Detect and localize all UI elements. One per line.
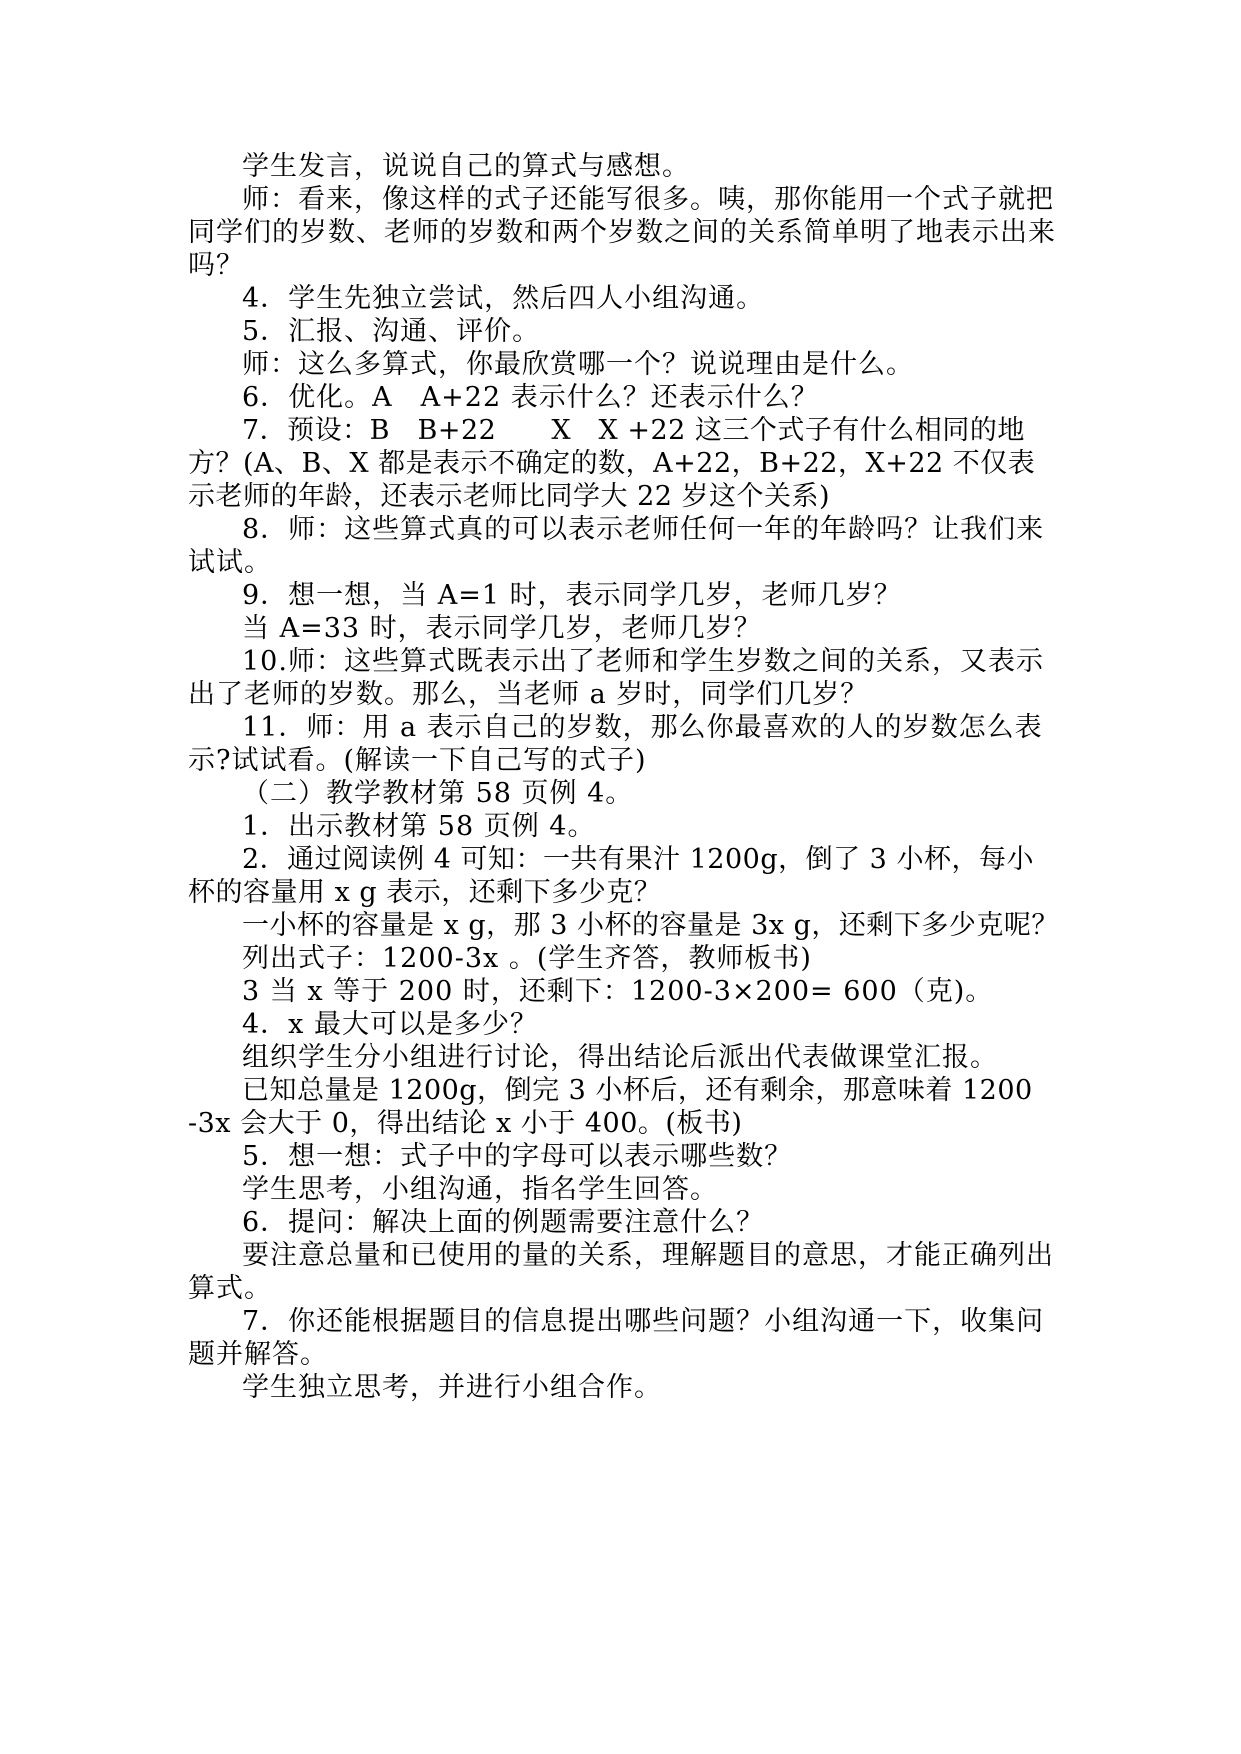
paragraph-example-step-5: 5．想一想：式子中的字母可以表示哪些数？: [242, 1141, 793, 1172]
paragraph-step-9-followup: 当 A=33 时，表示同学几岁，老师几岁？: [242, 613, 762, 644]
paragraph-conclusion: 已知总量是 1200g，倒完 3 小杯后，还有剩余，那意味着 1200 -3x 会大于 0，得出结论 x 小于 400。(板书): [188, 1075, 1033, 1139]
paragraph-example-step-1: 1．出示教材第 58 页例 4。: [242, 811, 596, 842]
paragraph-attention-note: 要注意总量和已使用的量的关系，理解题目的意思，才能正确列出算式。: [188, 1240, 1054, 1304]
paragraph-example-step-2: 2．通过阅读例 4 可知：一共有果汁 1200g，倒了 3 小杯，每小杯的容量用 x g 表示，还剩下多少克？: [188, 844, 1034, 908]
paragraph-step-7: 7．预设：B B+22 X X +22 这三个式子有什么相同的地方？(A、B、X 都是表示不确定的数，A+22，B+22，X+22 不仅表示老师的年龄，还表示老师比同学大 22 岁这个关系): [188, 415, 1036, 512]
paragraph-step-10: 10.师：这些算式既表示出了老师和学生岁数之间的关系，又表示出了老师的岁数。那么，当老师 a 岁时，同学们几岁？: [188, 646, 1044, 710]
paragraph-teacher-question: 师：看来，像这样的式子还能写很多。咦，那你能用一个式子就把同学们的岁数、老师的岁数和两个岁数之间的关系简单明了地表示出来吗？: [188, 184, 1056, 281]
paragraph-cup-capacity: 一小杯的容量是 x g，那 3 小杯的容量是 3x g，还剩下多少克呢？: [242, 910, 1059, 941]
section-heading-example-4: （二）教学教材第 58 页例 4。: [242, 778, 634, 809]
paragraph-substitution: 3 当 x 等于 200 时，还剩下：1200-3×200= 600（克)。: [242, 976, 994, 1007]
paragraph-expression: 列出式子：1200-3x 。(学生齐答，教师板书): [242, 943, 812, 974]
paragraph-student-thinking: 学生思考，小组沟通，指名学生回答。: [242, 1174, 718, 1205]
paragraph-group-cooperation: 学生独立思考，并进行小组合作。: [242, 1372, 662, 1403]
paragraph-step-8: 8．师：这些算式真的可以表示老师任何一年的年龄吗？让我们来试试。: [188, 514, 1045, 578]
paragraph-step-11: 11．师：用 a 表示自己的岁数，那么你最喜欢的人的岁数怎么表示?试试看。(解读一下自己写的式子): [188, 712, 1043, 776]
paragraph-step-6: 6．优化。A A+22 表示什么？还表示什么？: [242, 382, 819, 413]
paragraph-step-9: 9．想一想，当 A=1 时，表示同学几岁，老师几岁？: [242, 580, 902, 611]
paragraph-step-5: 5．汇报、沟通、评价。: [242, 316, 541, 347]
paragraph-example-step-4: 4．x 最大可以是多少？: [242, 1009, 538, 1040]
paragraph-example-step-6: 6．提问：解决上面的例题需要注意什么？: [242, 1207, 765, 1238]
document-page: [188, 150, 1060, 1404]
paragraph-teacher-favorite: 师：这么多算式，你最欣赏哪一个？说说理由是什么。: [242, 349, 914, 380]
paragraph-step-4: 4．学生先独立尝试，然后四人小组沟通。: [242, 283, 765, 314]
paragraph-student-speech: 学生发言，说说自己的算式与感想。: [242, 151, 690, 182]
paragraph-example-step-7: 7．你还能根据题目的信息提出哪些问题？小组沟通一下，收集问题并解答。: [188, 1306, 1045, 1370]
paragraph-group-discussion: 组织学生分小组进行讨论，得出结论后派出代表做课堂汇报。: [242, 1042, 998, 1073]
